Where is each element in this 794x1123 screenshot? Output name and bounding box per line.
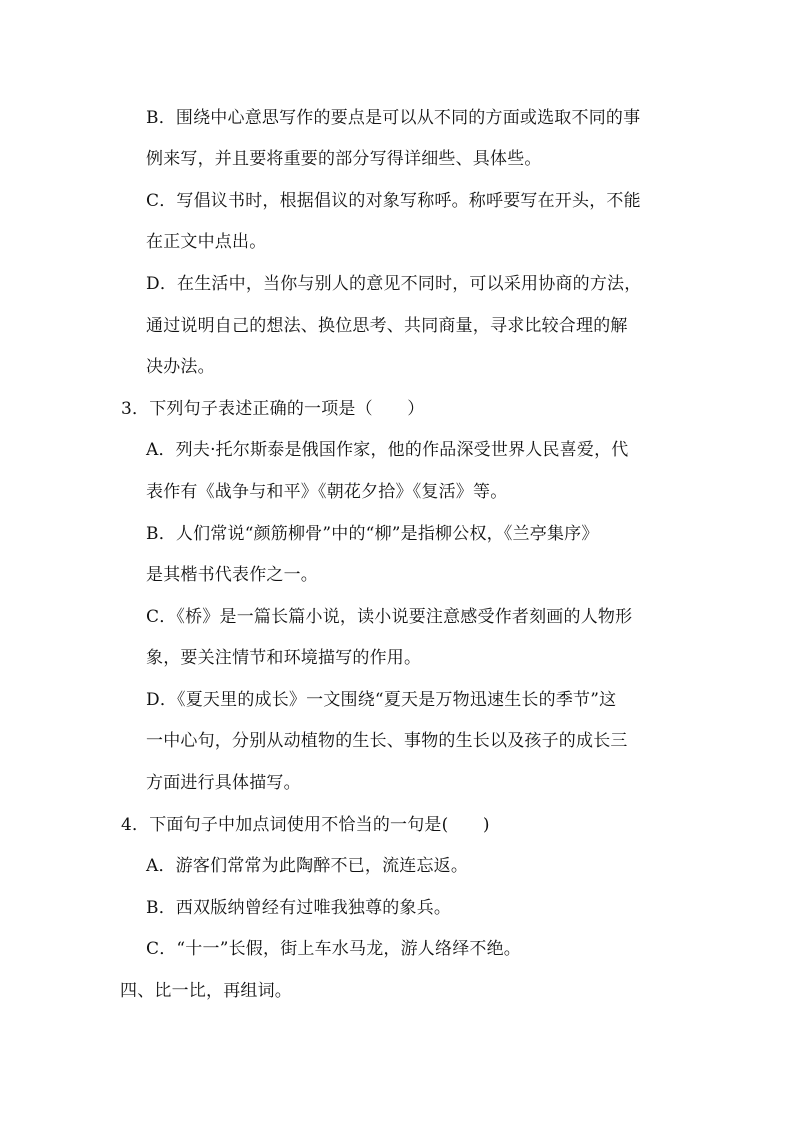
q4-option-b: B．西双版纳曾经有过唯我独尊的象兵。: [146, 898, 452, 918]
q2-option-c-line-1: C．写倡议书时，根据倡议的对象写称呼。称呼要写在开头，不能: [146, 191, 641, 211]
q2-option-c-line-2: 在正文中点出。: [146, 232, 267, 252]
section-4-heading: 四、比一比，再组词。: [120, 981, 292, 1001]
q3-option-b-line-2: 是其楷书代表作之一。: [146, 565, 318, 585]
q3-option-c-line-1: C．《桥》是一篇长篇小说，读小说要注意感受作者刻画的人物形: [146, 607, 633, 627]
q2-option-b-line-1: B．围绕中心意思写作的要点是可以从不同的方面或选取不同的事: [146, 108, 641, 128]
q4-option-c: C．“十一”长假，街上车水马龙，游人络绎不绝。: [146, 939, 521, 959]
q2-option-d-line-2: 通过说明自己的想法、换位思考、共同商量，寻求比较合理的解: [146, 316, 628, 336]
q4-stem: 4．下面句子中加点词使用不恰当的一句是( ): [121, 815, 490, 835]
q2-option-b-line-2: 例来写，并且要将重要的部分写得详细些、具体些。: [146, 149, 542, 169]
q3-option-d-line-3: 方面进行具体描写。: [146, 773, 301, 793]
q3-option-d-line-2: 一中心句，分别从动植物的生长、事物的生长以及孩子的成长三: [146, 731, 628, 751]
q3-option-b-line-1: B．人们常说“颜筋柳骨”中的“柳”是指柳公权，《兰亭集序》: [146, 524, 599, 544]
q3-option-c-line-2: 象，要关注情节和环境描写的作用。: [146, 648, 422, 668]
q2-option-d-line-3: 决办法。: [146, 357, 215, 377]
q3-option-d-line-1: D．《夏天里的成长》一文围绕“夏天是万物迅速生长的季节”这: [146, 690, 617, 710]
q3-stem: 3．下列句子表述正确的一项是（ ）: [121, 399, 425, 419]
q4-option-a: A．游客们常常为此陶醉不已，流连忘返。: [146, 856, 469, 876]
q3-option-a-line-2: 表作有《战争与和平》《朝花夕拾》《复活》等。: [146, 482, 508, 502]
q3-option-a-line-1: A．列夫·托尔斯泰是俄国作家，他的作品深受世界人民喜爱，代: [146, 440, 629, 460]
q2-option-d-line-1: D．在生活中，当你与别人的意见不同时，可以采用协商的方法，: [146, 274, 642, 294]
